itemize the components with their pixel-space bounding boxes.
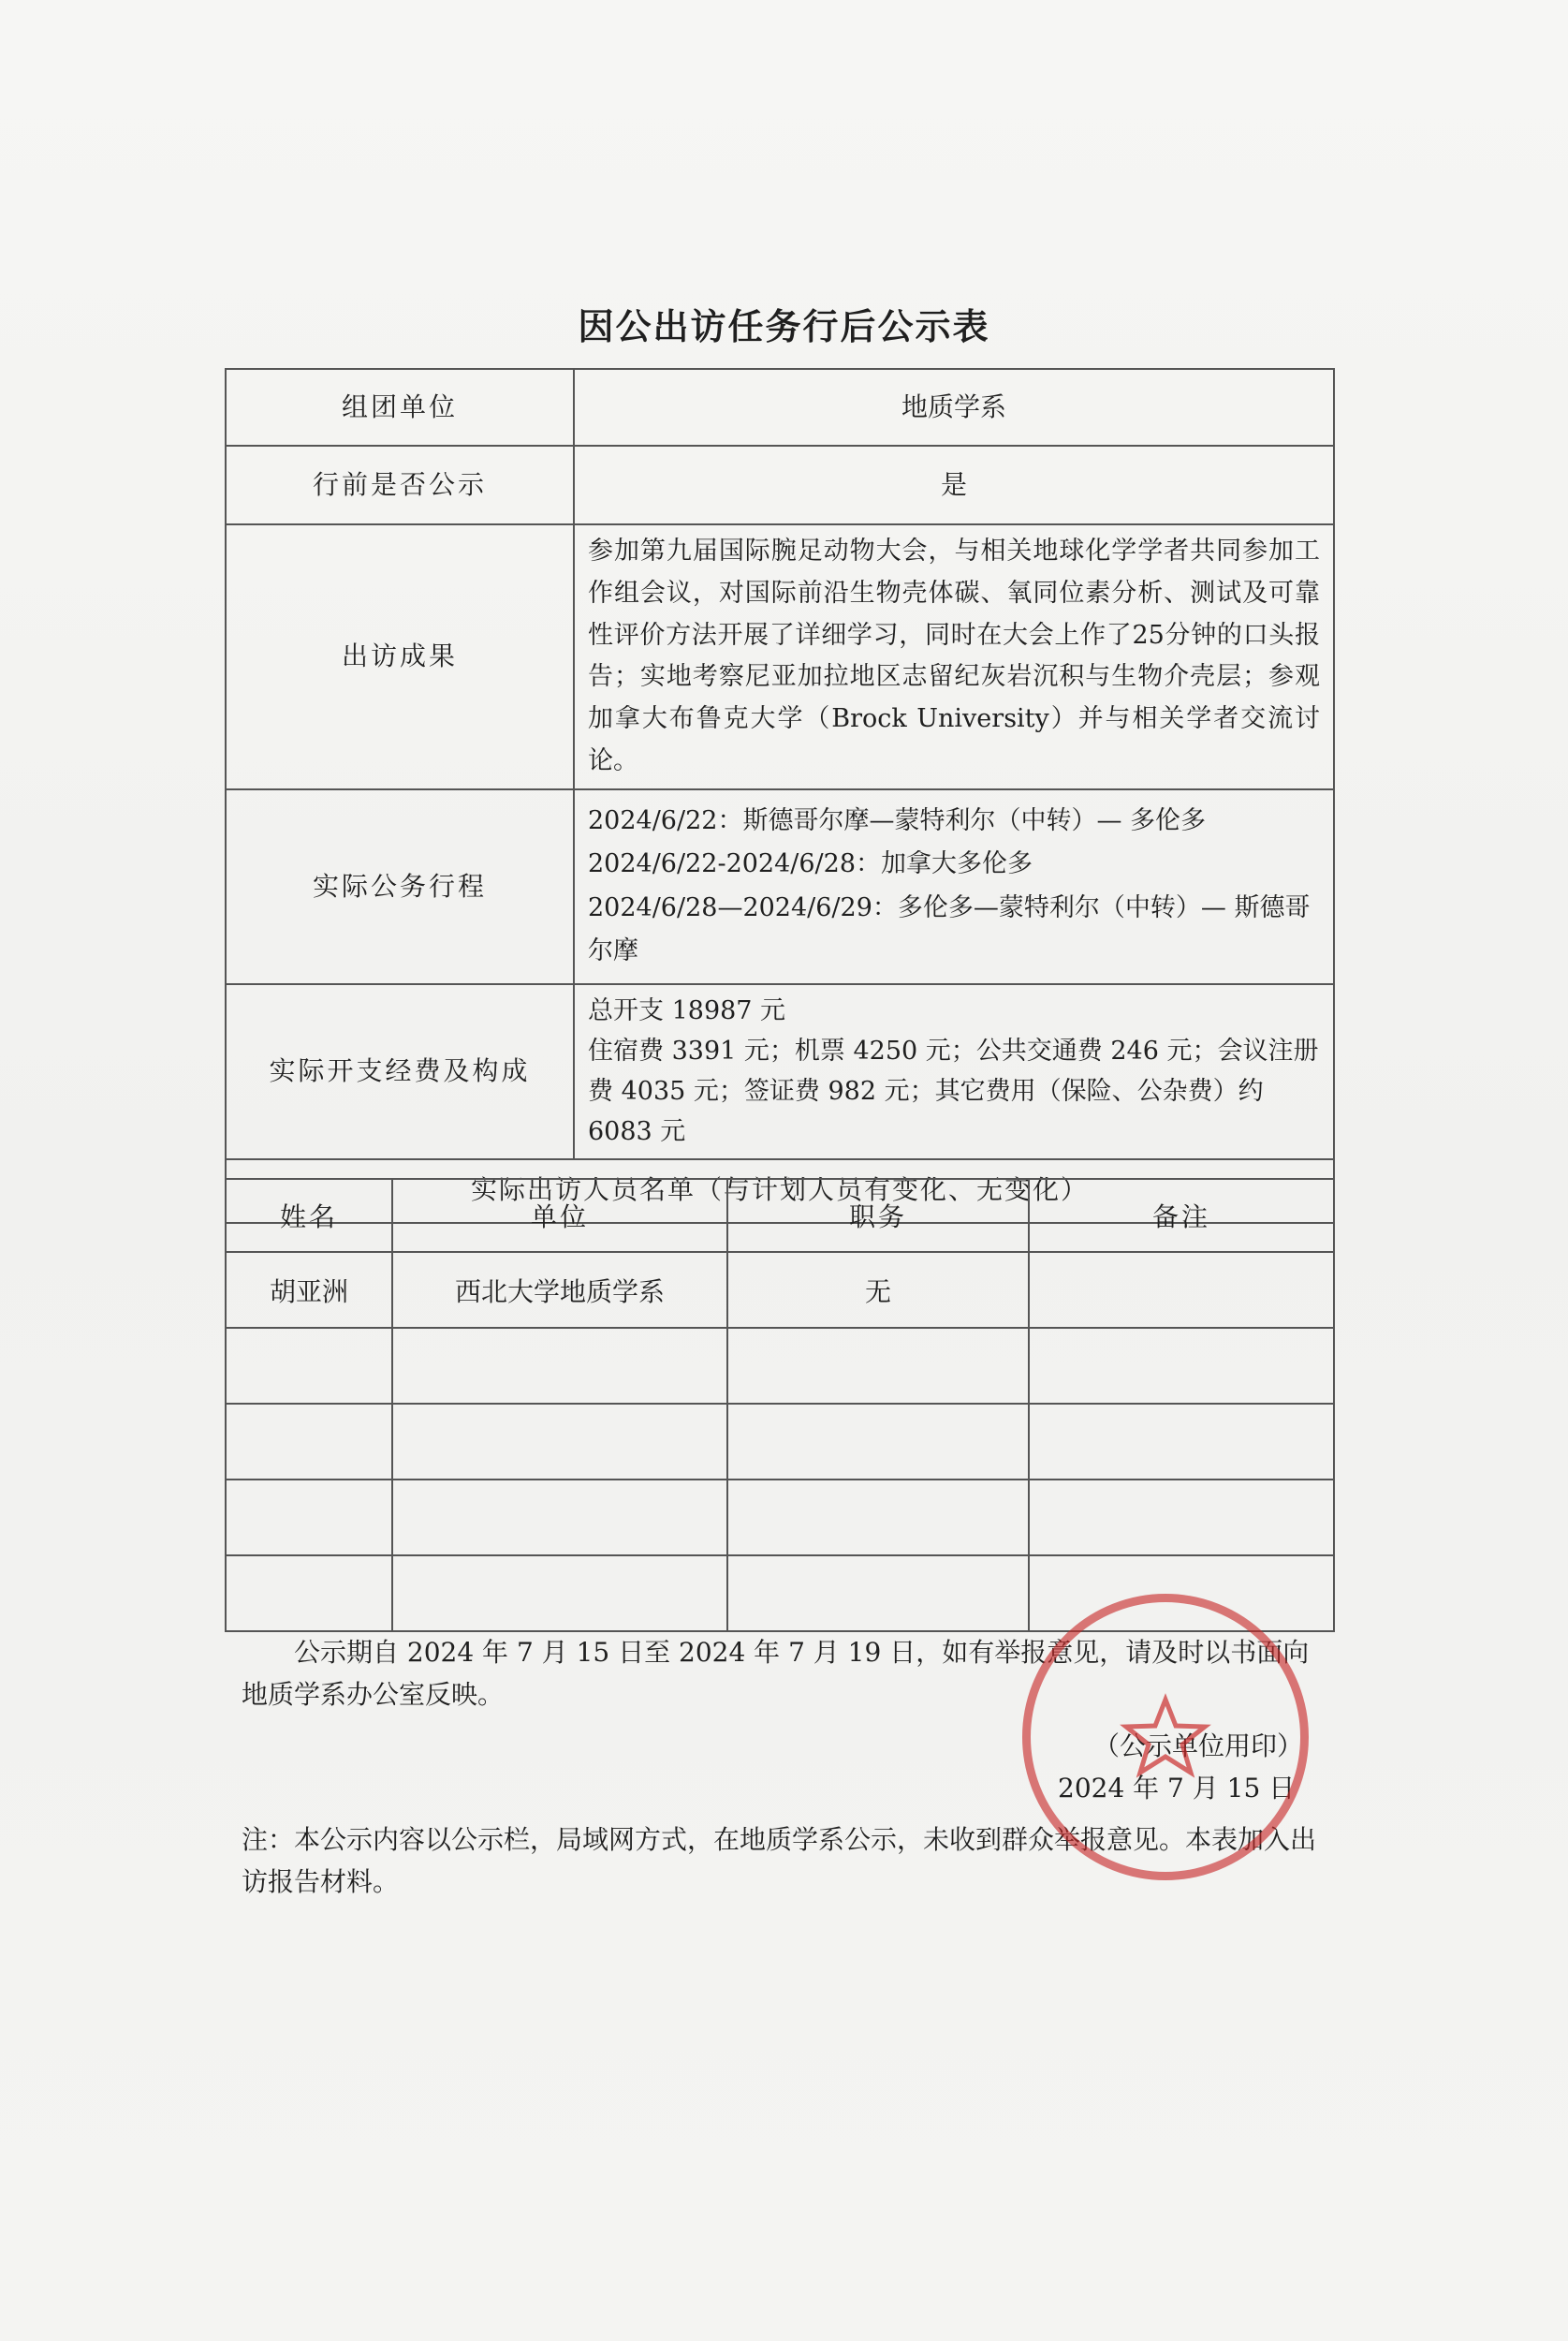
seal-star-icon bbox=[1031, 1602, 1300, 1872]
group-unit-value: 地质学系 bbox=[574, 369, 1334, 446]
person-name bbox=[226, 1555, 392, 1631]
row-itinerary bbox=[226, 789, 1334, 984]
info-table bbox=[225, 368, 1335, 1224]
person-unit bbox=[392, 1404, 727, 1480]
person-unit bbox=[392, 1328, 727, 1404]
person-remark bbox=[1029, 1480, 1334, 1555]
person-remark bbox=[1029, 1404, 1334, 1480]
itinerary-item: 2024/6/22-2024/6/28：加拿大多伦多 bbox=[588, 849, 1033, 879]
seal-note: （公示单位用印） bbox=[1093, 1730, 1304, 1761]
row-result bbox=[226, 524, 1334, 789]
itinerary-value bbox=[574, 789, 1334, 984]
col-remark-header: 备注 bbox=[1029, 1179, 1334, 1252]
person-position bbox=[727, 1404, 1029, 1480]
col-unit-header: 单位 bbox=[392, 1179, 727, 1252]
person-position bbox=[727, 1328, 1029, 1404]
pre-public-label: 行前是否公示 bbox=[226, 446, 574, 524]
personnel-heading: 实际出访人员名单（与计划人员有变化、无变化） bbox=[226, 1159, 1334, 1223]
expense-detail: 住宿费 3391 元；机票 4250 元；公共交通费 246 元；会议注册费 4035 元；签证费 982 元；其它费用（保险、公杂费）约 6083 元 bbox=[588, 1037, 1319, 1147]
pre-public-value: 是 bbox=[574, 446, 1334, 524]
notice-text: 公示期自 2024 年 7 月 15 日至 2024 年 7 月 19 日，如有举报意见，请及时以书面向地质学系办公室反映。 bbox=[242, 1637, 1310, 1710]
personnel-table bbox=[225, 1178, 1335, 1632]
itinerary-item: 2024/6/28—2024/6/29：多伦多—蒙特利尔（中转）— 斯德哥尔摩 bbox=[588, 892, 1311, 966]
person-position: 无 bbox=[727, 1252, 1029, 1328]
group-unit-label: 组团单位 bbox=[226, 369, 574, 446]
col-name-header: 姓名 bbox=[226, 1179, 392, 1252]
table-row bbox=[226, 1252, 1334, 1328]
table-row bbox=[226, 1480, 1334, 1555]
table-row bbox=[226, 1404, 1334, 1480]
person-name bbox=[226, 1328, 392, 1404]
expense-value bbox=[574, 984, 1334, 1159]
person-position bbox=[727, 1480, 1029, 1555]
person-remark bbox=[1029, 1252, 1334, 1328]
row-pre-public bbox=[226, 446, 1334, 524]
person-unit bbox=[392, 1555, 727, 1631]
page-title: 因公出访任务行后公示表 bbox=[578, 306, 990, 347]
itinerary-item: 2024/6/22：斯德哥尔摩—蒙特利尔（中转）— 多伦多 bbox=[588, 806, 1207, 835]
row-group-unit bbox=[226, 369, 1334, 446]
person-name: 胡亚洲 bbox=[226, 1252, 392, 1328]
footnote: 注：本公示内容以公示栏，局域网方式，在地质学系公示，未收到群众举报意见。本表加入出访报告材料。 bbox=[242, 1824, 1317, 1897]
person-unit: 西北大学地质学系 bbox=[392, 1252, 727, 1328]
expense-total: 总开支 18987 元 bbox=[588, 995, 786, 1025]
expense-label: 实际开支经费及构成 bbox=[226, 984, 574, 1159]
personnel-header-row bbox=[226, 1179, 1334, 1252]
notice-date: 2024 年 7 月 15 日 bbox=[1058, 1773, 1296, 1804]
col-position-header: 职务 bbox=[727, 1179, 1029, 1252]
person-position bbox=[727, 1555, 1029, 1631]
table-row bbox=[226, 1328, 1334, 1404]
person-remark bbox=[1029, 1328, 1334, 1404]
itinerary-label: 实际公务行程 bbox=[226, 789, 574, 984]
result-label: 出访成果 bbox=[226, 524, 574, 789]
person-name bbox=[226, 1404, 392, 1480]
row-expense bbox=[226, 984, 1334, 1159]
official-seal-stamp bbox=[1022, 1594, 1309, 1880]
result-value: 参加第九届国际腕足动物大会，与相关地球化学学者共同参加工作组会议，对国际前沿生物壳体碳、氧同位素分析、测试及可靠性评价方法开展了详细学习，同时在大会上作了25分钟的口头报告；实地考察尼亚加拉地区志留纪灰岩沉积与生物介壳层；参观加拿大布鲁克大学（Brock University）并与相关学者交流讨论。 bbox=[574, 524, 1334, 789]
person-unit bbox=[392, 1480, 727, 1555]
person-name bbox=[226, 1480, 392, 1555]
